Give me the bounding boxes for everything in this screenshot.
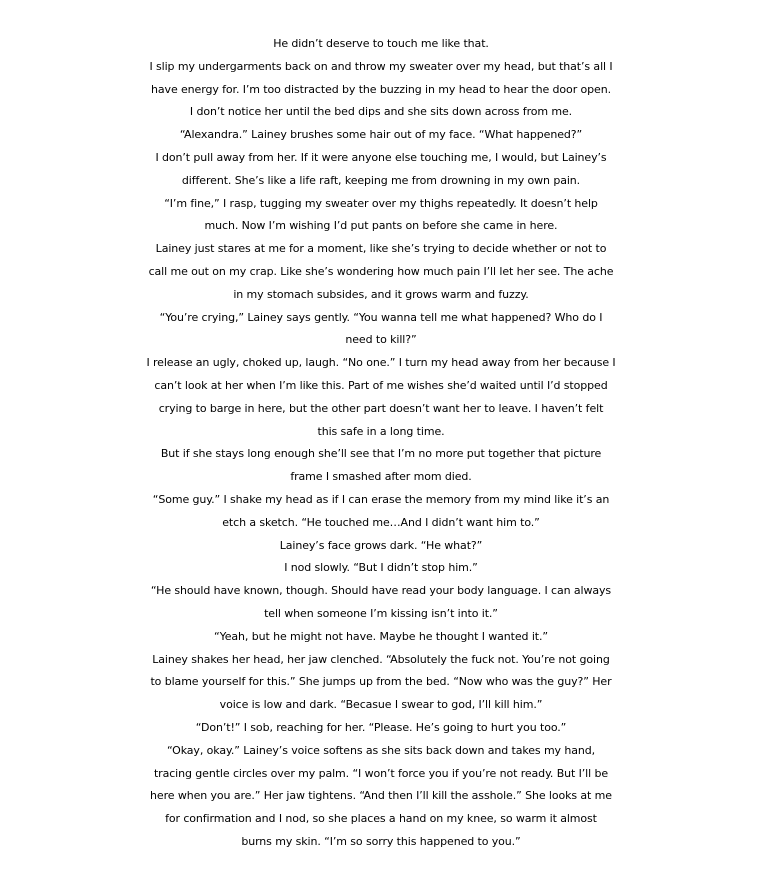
text-line: can’t look at her when I’m like this. Part of me wishes she’d waited until I’d stopped [154, 378, 608, 392]
text-line: I don’t notice her until the bed dips and she sits down across from me. [189, 105, 573, 119]
text-line: burns my skin. “I’m so sorry this happened to you.” [241, 834, 521, 848]
text-line: But if she stays long enough she’ll see that I’m no more put together that picture [160, 447, 602, 461]
text-line: Lainey shakes her head, her jaw clenched. “Absolutely the fuck not. You’re not going [152, 652, 610, 666]
text-line: “Yeah, but he might not have. Maybe he thought I wanted it.” [213, 629, 548, 643]
text-line: to blame yourself for this.” She jumps up from the bed. “Now who was the guy?” Her [150, 675, 612, 689]
text-line: frame I smashed after mom died. [290, 470, 472, 484]
text-line: “Some guy.” I shake my head as if I can erase the memory from my mind like it’s an [152, 492, 610, 506]
text-line: “He should have known, though. Should have read your body language. I can always [150, 584, 612, 598]
text-line: for confirmation and I nod, so she places a hand on my knee, so warm it almost [165, 812, 597, 826]
text-line: call me out on my crap. Like she’s wondering how much pain I’ll let her see. The ache [148, 264, 614, 278]
text-line: tell when someone I’m kissing isn’t into it.” [264, 606, 498, 620]
story-text [0, 33, 762, 854]
text-line: etch a sketch. “He touched me…And I didn’t want him to.” [222, 515, 540, 529]
text-line: need to kill?” [345, 333, 417, 347]
text-line: voice is low and dark. “Becasue I swear to god, I’ll kill him.” [219, 698, 543, 712]
text-line: He didn’t deserve to touch me like that. [273, 37, 489, 50]
text-line: “Alexandra.” Lainey brushes some hair out of my face. “What happened?” [179, 128, 583, 142]
text-line: this safe in a long time. [317, 424, 445, 438]
text-line: I release an ugly, choked up, laugh. “No one.” I turn my head away from her because I [146, 356, 616, 370]
text-line: “You’re crying,” Lainey says gently. “You wanna tell me what happened? Who do I [159, 310, 603, 324]
text-line: much. Now I’m wishing I’d put pants on before she came in here. [204, 219, 558, 233]
text-line: crying to barge in here, but the other part doesn’t want her to leave. I haven’t felt [158, 401, 604, 415]
text-line: “Okay, okay.” Lainey’s voice softens as she sits back down and takes my hand, [166, 743, 596, 757]
text-line: Lainey’s face grows dark. “He what?” [279, 538, 483, 552]
text-line: I nod slowly. “But I didn’t stop him.” [284, 561, 478, 575]
text-line: “I’m fine,” I rasp, tugging my sweater over my thighs repeatedly. It doesn’t help [164, 196, 598, 210]
text-line: I slip my undergarments back on and throw my sweater over my head, but that’s all I [149, 59, 613, 73]
text-line: tracing gentle circles over my palm. “I won’t force you if you’re not ready. But I’ll be [153, 766, 609, 780]
text-line: in my stomach subsides, and it grows warm and fuzzy. [233, 287, 529, 301]
text-line: have energy for. I’m too distracted by the buzzing in my head to hear the door open. [151, 82, 611, 96]
text-line: different. She’s like a life raft, keeping me from drowning in my own pain. [181, 173, 581, 187]
text-line: Lainey just stares at me for a moment, like she’s trying to decide whether or not to [155, 242, 607, 256]
text-line: “Don’t!” I sob, reaching for her. “Please. He’s going to hurt you too.” [195, 720, 567, 734]
text-line: I don’t pull away from her. If it were anyone else touching me, I would, but Lainey’s [155, 150, 607, 164]
text-line: here when you are.” Her jaw tightens. “And then I’ll kill the asshole.” She looks at me [150, 789, 612, 803]
